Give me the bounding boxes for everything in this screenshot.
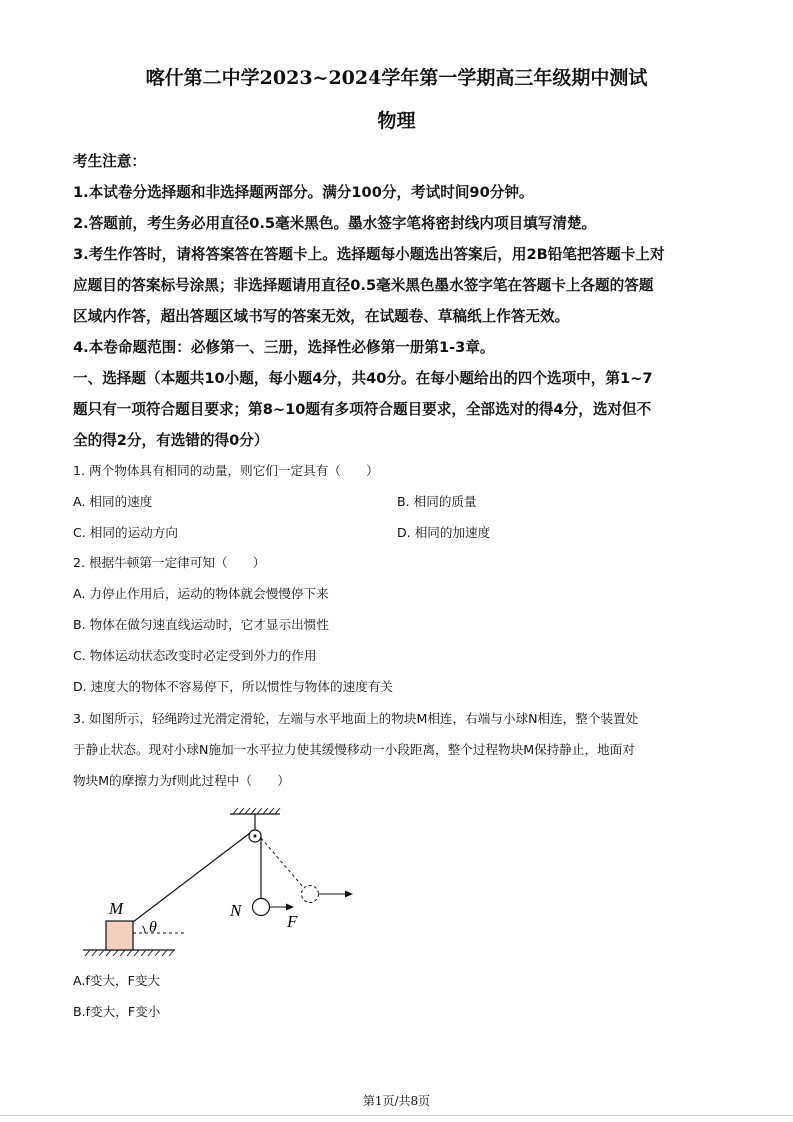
- note-line: 3.考生作答时，请将答案答在答题卡上。选择题每小题选出答案后，用2B铅笔把答题卡上对: [73, 246, 665, 263]
- note-line: 应题目的答案标号涂黑；非选择题请用直径0.5毫米黑色墨水签字笔在答题卡上各题的答题: [73, 277, 654, 294]
- exam-subject: 物理: [377, 110, 416, 132]
- option-a: A. 相同的速度: [73, 494, 153, 509]
- ground-hatch: [85, 950, 174, 956]
- arrow-head: [286, 904, 294, 911]
- question-2: [73, 547, 723, 702]
- option-d: D. 相同的加速度: [397, 525, 491, 540]
- label-theta: θ: [149, 919, 157, 936]
- ceiling-hatch: [233, 808, 280, 814]
- question-stem-line: 3. 如图所示，轻绳跨过光滑定滑轮，左端与水平地面上的物块M相连，右端与小球N相连，整个装置处: [73, 711, 639, 726]
- angle-arc: [143, 926, 146, 933]
- option-d: D. 速度大的物体不容易停下，所以惯性与物体的速度有关: [73, 679, 393, 694]
- option-a: A.f变大，F变大: [73, 973, 161, 988]
- exam-notes: [73, 146, 723, 456]
- option-c: C. 相同的运动方向: [73, 525, 178, 540]
- note-line: 4.本卷命题范围：必修第一、三册，选择性必修第一册第1-3章。: [73, 339, 495, 356]
- note-line: 2.答题前，考生务必用直径0.5毫米黑色。墨水签字笔将密封线内项目填写清楚。: [73, 215, 597, 232]
- label-f: F: [287, 912, 298, 931]
- bottom-divider: [0, 1115, 793, 1116]
- option-a: A. 力停止作用后，运动的物体就会慢慢停下来: [73, 586, 329, 601]
- question-stem-line: 于静止状态。现对小球N施加一水平拉力使其缓慢移动一小段距离，整个过程物块M保持静止，地面对: [73, 742, 635, 757]
- label-n: N: [230, 901, 242, 920]
- notes-heading: 考生注意：: [73, 153, 146, 170]
- option-b: B.f变大，F变小: [73, 1004, 161, 1019]
- block-m: [106, 921, 133, 950]
- arrow-head: [345, 891, 353, 898]
- option-c: C. 物体运动状态改变时必定受到外力的作用: [73, 648, 317, 663]
- rope-dashed: [261, 838, 303, 887]
- section-line: 一、选择题（本题共10小题，每小题4分，共40分。在每小题给出的四个选项中，第1~7: [73, 370, 653, 387]
- note-line: 区域内作答，超出答题区域书写的答案无效，在试题卷、草稿纸上作答无效。: [73, 308, 570, 325]
- pulley-axle: [254, 835, 257, 838]
- section-line: 全的得2分，有选错的得0分）: [73, 432, 269, 449]
- exam-title: 喀什第二中学2023~2024学年第一学期高三年级期中测试: [145, 67, 648, 89]
- question-3-options: [73, 965, 723, 1027]
- question-1: [73, 455, 723, 548]
- question-stem-line: 物块M的摩擦力为f则此过程中（ ）: [73, 773, 290, 788]
- page-number: 第1页/共8页: [362, 1094, 431, 1108]
- label-m: M: [109, 899, 124, 918]
- ball-new-position: [302, 886, 319, 903]
- question-stem: 2. 根据牛顿第一定律可知（ ）: [73, 555, 266, 570]
- ball-n: [253, 899, 270, 916]
- option-b: B. 相同的质量: [397, 494, 477, 509]
- question-stem: 1. 两个物体具有相同的动量，则它们一定具有（ ）: [73, 463, 379, 478]
- option-b: B. 物体在做匀速直线运动时，它才显示出惯性: [73, 617, 329, 632]
- question-3: [73, 703, 723, 796]
- section-line: 题只有一项符合题目要求；第8~10题有多项符合题目要求，全部选对的得4分，选对但不: [73, 401, 652, 418]
- pulley-figure: [75, 800, 365, 965]
- note-line: 1.本试卷分选择题和非选择题两部分。满分100分，考试时间90分钟。: [73, 184, 534, 201]
